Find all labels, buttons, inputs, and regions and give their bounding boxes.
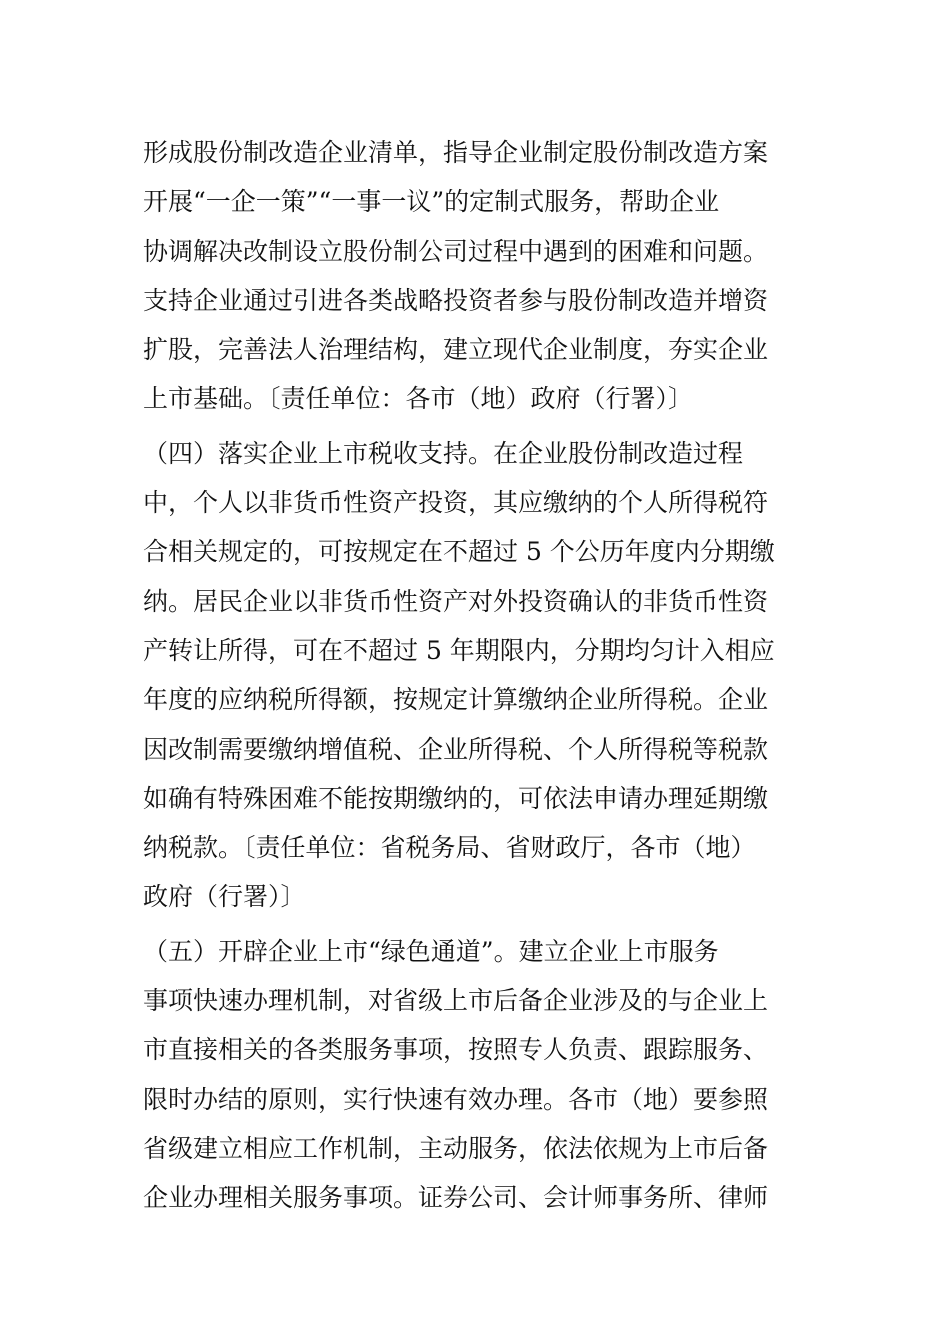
- text-line-8: 中，个人以非货币性资产投资，其应缴纳的个人所得税符: [143, 488, 769, 518]
- text-line-14: 如确有特殊困难不能按期缴纳的，可依法申请办理延期缴: [143, 783, 769, 813]
- text-line-4: 支持企业通过引进各类战略投资者参与股份制改造并增资: [143, 285, 769, 315]
- paragraph-5-heading-line: （五）开辟企业上市“绿色通道”。建立企业上市服务: [143, 936, 719, 966]
- text-line-13: 因改制需要缴纳增值税、企业所得税、个人所得税等税款: [143, 734, 769, 764]
- text-line-22: 企业办理相关服务事项。证券公司、会计师事务所、律师: [143, 1183, 769, 1213]
- text-line-2: 开展“一企一策”“一事一议”的定制式服务，帮助企业: [143, 187, 720, 217]
- text-line-11: 产转让所得，可在不超过 5 年期限内，分期均匀计入相应: [143, 635, 775, 665]
- text-line-18: 事项快速办理机制，对省级上市后备企业涉及的与企业上: [143, 986, 769, 1016]
- text-line-12: 年度的应纳税所得额，按规定计算缴纳企业所得税。企业: [143, 685, 769, 715]
- text-line-3: 协调解决改制设立股份制公司过程中遇到的困难和问题。: [143, 236, 769, 266]
- text-line-21: 省级建立相应工作机制，主动服务，依法依规为上市后备: [143, 1133, 769, 1163]
- text-line-10: 纳。居民企业以非货币性资产对外投资确认的非货币性资: [143, 586, 769, 616]
- text-line-6: 上市基础。〔责任单位：各市（地）政府（行署）〕: [143, 384, 694, 414]
- text-line-5: 扩股，完善法人治理结构，建立现代企业制度，夯实企业: [143, 335, 769, 365]
- text-line-19: 市直接相关的各类服务事项，按照专人负责、跟踪服务、: [143, 1035, 769, 1065]
- text-line-9: 合相关规定的，可按规定在不超过 5 个公历年度内分期缴: [143, 537, 775, 567]
- paragraph-4-heading-line: （四）落实企业上市税收支持。在企业股份制改造过程: [143, 438, 744, 468]
- text-line-20: 限时办结的原则，实行快速有效办理。各市（地）要参照: [143, 1084, 769, 1114]
- text-line-16: 政府（行署）〕: [143, 882, 306, 912]
- text-line-15: 纳税款。〔责任单位：省税务局、省财政厅，各市（地）: [143, 833, 756, 863]
- document-body: [143, 128, 808, 1223]
- text-line-1: 形成股份制改造企业清单，指导企业制定股份制改造方案: [143, 138, 769, 167]
